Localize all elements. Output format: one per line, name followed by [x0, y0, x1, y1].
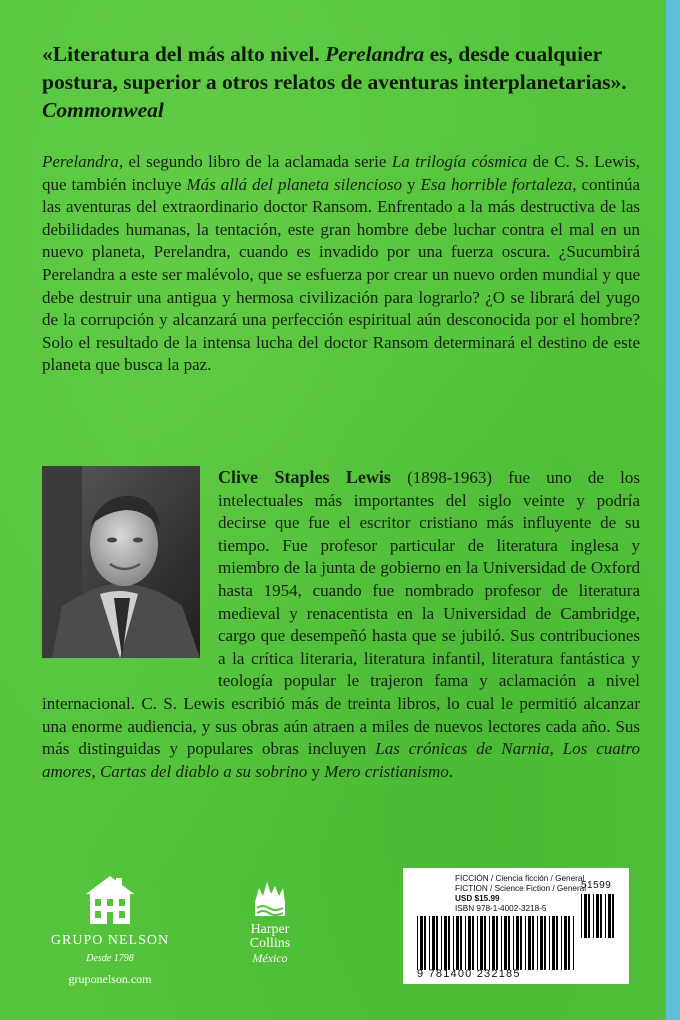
- publisher-name: GRUPO NELSON: [50, 933, 170, 948]
- publisher-since: Desde 1798: [86, 953, 134, 964]
- barcode-bar: [520, 916, 522, 970]
- barcode-bar: [489, 916, 490, 970]
- publisher-url: gruponelson.com: [68, 972, 152, 986]
- isbn: ISBN 978-1-4002-3218-5: [455, 904, 547, 913]
- barcode-bar: [508, 916, 510, 970]
- ean-addon-number: 51599: [581, 880, 612, 891]
- barcode-bar: [417, 916, 418, 970]
- barcode-bar: [528, 916, 531, 970]
- barcode-panel: [403, 868, 629, 984]
- synopsis-text: de C. S. Lewis, que también incluye: [42, 152, 641, 194]
- barcode-bar: [420, 916, 423, 970]
- barcode-bar: [596, 894, 599, 938]
- barcode-bar: [605, 894, 606, 938]
- barcode-bar: [600, 894, 602, 938]
- barcode-bar: [492, 916, 495, 970]
- barcode-bar: [456, 916, 459, 970]
- barcode-bar: [556, 916, 558, 970]
- work-title: Mero cristianismo: [324, 761, 449, 781]
- publisher-line3: México: [252, 951, 288, 965]
- barcode-bar: [432, 916, 435, 970]
- photo-spacer: [42, 466, 218, 680]
- barcode-bar: [540, 916, 543, 970]
- spine-edge: [666, 0, 680, 1020]
- fire-and-water-icon: [251, 878, 289, 918]
- work-title: Las crónicas de Narnia: [375, 739, 550, 759]
- barcode-bar: [460, 916, 462, 970]
- author-bio: [42, 466, 640, 783]
- barcode-bar: [549, 916, 550, 970]
- barcode-bar: [472, 916, 474, 970]
- synopsis-text: , el segundo libro de la aclamada serie: [118, 152, 392, 171]
- price: USD $15.99: [455, 894, 500, 903]
- barcode-bar: [429, 916, 430, 970]
- barcode-bar: [436, 916, 438, 970]
- publisher-line1: Harper: [250, 922, 290, 937]
- review-quote: [42, 40, 642, 124]
- synopsis-title: Perelandra: [42, 152, 119, 171]
- harpercollins-logo: [240, 878, 300, 965]
- barcode-bar: [444, 916, 447, 970]
- barcode-bar: [573, 916, 574, 970]
- barcode-bar: [532, 916, 534, 970]
- quote-title: Perelandra: [325, 42, 425, 66]
- barcode-bar: [424, 916, 426, 970]
- bio-text: (1898-1963) fue uno de los intelectuales más importantes del siglo veinte y podría decirse que fue el escritor cristiano más influyente de su tiempo. Fue profesor particular de literatura inglesa y miembro de la junta de gobierno en la Universidad de Oxford hasta 1954, cuando fue nombrado profesor de literatura medieval y renacentista en la Universidad de Cambridge, cargo que desempeñó hasta que se jubiló. Sus contribuciones a la crítica literaria, literatura infantil, literatura fantástica y teología popular le trajeron fama y aclamación a nivel internacional. C. S. Lewis escribió más de treinta libros, lo cual le permitió alcanzar una enorme audiencia, y sus obras aún atraen a miles de nuevos lectores cada año. Sus más distinguidas y populares obras incluyen: [42, 468, 640, 759]
- barcode-bar: [480, 916, 483, 970]
- quote-text-a: «Literatura del más alto nivel.: [42, 42, 326, 66]
- barcode-bar: [537, 916, 538, 970]
- barcode-bar: [608, 894, 611, 938]
- synopsis-text: y: [401, 174, 421, 194]
- quote-text-b: es, desde cualquier postura, superior a otros relatos de aventuras interplanetarias».: [42, 42, 627, 94]
- barcode-bar: [453, 916, 454, 970]
- barcode-bar: [525, 916, 526, 970]
- bio-text: ,: [549, 739, 563, 759]
- barcode-bar: [588, 894, 590, 938]
- bio-text: y: [307, 761, 325, 781]
- barcode-info: [455, 874, 586, 914]
- addon-barcode: [581, 894, 617, 938]
- barcode-bar: [593, 894, 594, 938]
- barcode-bar: [568, 916, 570, 970]
- barcode-bar: [501, 916, 502, 970]
- barcode-bar: [564, 916, 567, 970]
- barcode-bar: [516, 916, 519, 970]
- barcode-bar: [468, 916, 471, 970]
- ean-barcode: [417, 916, 577, 970]
- barcode-bar: [513, 916, 514, 970]
- barcode-bar: [612, 894, 614, 938]
- grupo-nelson-logo: [40, 872, 180, 987]
- book-title: Más allá del planeta silencioso: [186, 174, 402, 194]
- barcode-bar: [561, 916, 562, 970]
- synopsis-paragraph: [42, 151, 640, 377]
- work-title: Cartas del diablo a su sobrino: [99, 761, 308, 781]
- barcode-bar: [504, 916, 507, 970]
- bio-text: .: [448, 761, 454, 781]
- author-name: Clive Staples Lewis: [218, 467, 391, 487]
- bio-text: ,: [91, 761, 100, 781]
- series-title: La trilogía cósmica: [391, 152, 528, 171]
- category-en: FICTION / Science Fiction / General: [455, 884, 587, 893]
- barcode-bar: [552, 916, 555, 970]
- barcode-bar: [477, 916, 478, 970]
- barcode-bar: [441, 916, 442, 970]
- category-es: FICCIÓN / Ciencia ficción / General: [455, 874, 585, 883]
- synopsis-text: , continúa las aventuras del extraordinario doctor Ransom. Enfrentado a la más destructiva de las debilidades humanas, la tentación, este gran hombre debe luchar contra el mal en un nuevo planeta, Perelandra, cuando es invadido por una fuerza oscura. ¿Sucumbirá Perelandra a este ser malévolo, que se esfuerza por crear un nuevo orden mundial y que debe destruir una antigua y hermosa civilización para lograrlo? ¿O se librará del yugo de la corrupción y alcanzará una perfección espiritual aún desconocida por el hombre? Solo el resultado de la intensa lucha del doctor Ransom determinará el destino de este planeta que busca la paz.: [42, 174, 641, 375]
- quote-source: Commonweal: [42, 98, 164, 122]
- barcode-bar: [465, 916, 466, 970]
- barcode-bar: [484, 916, 486, 970]
- book-title: Esa horrible fortaleza: [420, 174, 573, 194]
- publisher-line2: Collins: [249, 936, 291, 951]
- barcode-bar: [496, 916, 498, 970]
- barcode-bar: [584, 894, 587, 938]
- ean-number: 9 781400 232185: [417, 968, 521, 980]
- barcode-bar: [544, 916, 546, 970]
- barcode-bar: [581, 894, 582, 938]
- work-title: Los cuatro amores: [42, 739, 641, 781]
- house-icon: [80, 872, 140, 926]
- barcode-bar: [448, 916, 450, 970]
